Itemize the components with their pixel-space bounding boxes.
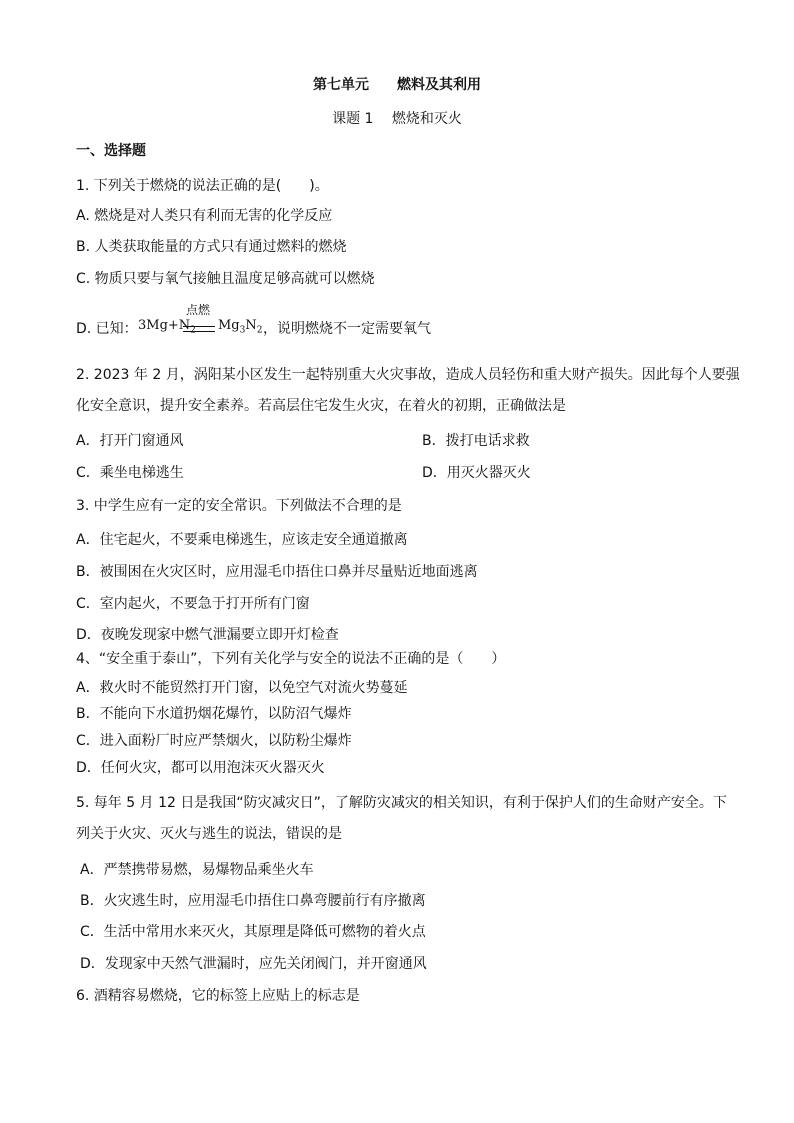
q4-option-d: D．任何火灾，都可以用泡沫灭火器灭火 bbox=[76, 760, 325, 776]
q1-option-c: C. 物质只要与氧气接触且温度足够高就可以燃烧 bbox=[76, 271, 375, 287]
unit-title: 第七单元 燃料及其利用 bbox=[313, 77, 481, 93]
q3-stem: 3. 中学生应有一定的安全常识。下列做法不合理的是 bbox=[76, 498, 402, 514]
q5-stem-line1: 5. 每年 5 月 12 日是我国“防灾减灾日”，了解防灾减灾的相关知识，有利于保护人们的生命财产安全。下 bbox=[76, 795, 727, 811]
q4-stem: 4、“安全重于泰山”，下列有关化学与安全的说法不正确的是（ ） bbox=[76, 651, 506, 667]
q3-option-d: D．夜晚发现家中燃气泄漏要立即开灯检查 bbox=[76, 627, 339, 643]
q3-option-b: B．被围困在火灾区时，应用湿毛巾捂住口鼻并尽量贴近地面逃离 bbox=[76, 564, 478, 580]
q1-equation-equals-sign bbox=[183, 326, 215, 332]
q1-d-prefix: D. 已知： bbox=[76, 321, 138, 337]
q3-option-c: C．室内起火，不要急于打开所有门窗 bbox=[76, 596, 310, 612]
q1-stem: 1. 下列关于燃烧的说法正确的是( )。 bbox=[76, 178, 329, 194]
q6-stem: 6. 酒精容易燃烧，它的标签上应贴上的标志是 bbox=[76, 988, 360, 1004]
q1-equation-product: $Mg_3N_2$ bbox=[218, 318, 263, 336]
q5-option-b: B．火灾逃生时，应用湿毛巾捂住口鼻弯腰前行有序撤离 bbox=[80, 893, 426, 909]
q1-option-b: B. 人类获取能量的方式只有通过燃料的燃烧 bbox=[76, 239, 347, 255]
q5-option-a: A．严禁携带易燃，易爆物品乘坐火车 bbox=[80, 862, 314, 878]
q3-option-a: A．住宅起火，不要乘电梯逃生，应该走安全通道撤离 bbox=[76, 532, 408, 548]
q1-d-tail: ，说明燃烧不一定需要氧气 bbox=[263, 321, 431, 337]
q1-equation-condition: 点燃 bbox=[186, 303, 211, 317]
q5-option-d: D．发现家中天然气泄漏时，应先关闭阀门，并开窗通风 bbox=[80, 956, 427, 972]
q5-option-c: C．生活中常用水来灭火，其原理是降低可燃物的着火点 bbox=[80, 924, 426, 940]
q2-option-a: A．打开门窗通风 bbox=[76, 433, 184, 449]
q5-stem-line2: 列关于火灾、灭火与逃生的说法，错误的是 bbox=[76, 826, 342, 842]
q4-option-c: C．进入面粉厂时应严禁烟火，以防粉尘爆炸 bbox=[76, 733, 352, 749]
q2-option-c: C．乘坐电梯逃生 bbox=[76, 465, 184, 481]
q4-option-b: B．不能向下水道扔烟花爆竹，以防沼气爆炸 bbox=[76, 706, 352, 722]
q4-option-a: A．救火时不能贸然打开门窗，以免空气对流火势蔓延 bbox=[76, 680, 408, 696]
q1-option-a: A. 燃烧是对人类只有利而无害的化学反应 bbox=[76, 208, 333, 224]
q2-stem-line2: 化安全意识，提升安全素养。若高层住宅发生火灾，在着火的初期，正确做法是 bbox=[76, 398, 566, 414]
q1-equation-reactants: $3Mg+N_2$ bbox=[138, 318, 196, 336]
q2-stem-line1: 2. 2023 年 2 月，涡阳某小区发生一起特别重大火灾事故，造成人员轻伤和重大财产损失。因此每个人要强 bbox=[76, 367, 740, 383]
lesson-title: 课题 1 燃烧和灭火 bbox=[332, 111, 462, 127]
q2-option-d: D．用灭火器灭火 bbox=[422, 465, 531, 481]
q2-option-b: B．拨打电话求救 bbox=[422, 433, 530, 449]
section-heading: 一、选择题 bbox=[76, 143, 146, 159]
